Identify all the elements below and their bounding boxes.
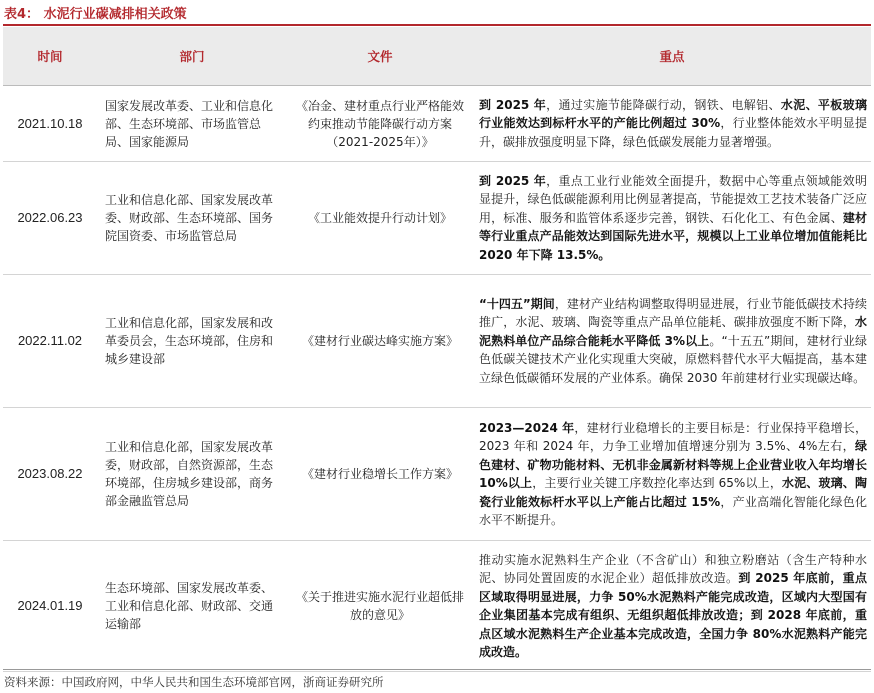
table-row [3, 86, 871, 162]
row-doc: 《冶金、建材重点行业严格能效约束推动节能降碳行动方案（2021-2025年）》 [287, 86, 473, 162]
key-text: ，建材产业结构调整取得明显进展，行业节能低碳技术持续推广，水泥、玻璃、陶瓷等重点产品单位能耗、碳排放强度不断下降， [479, 296, 867, 330]
row-date: 2023.08.22 [3, 408, 97, 541]
key-text: ，通过实施节能降碳行动，钢铁、电解铝、 [546, 97, 781, 112]
row-dept: 工业和信息化部，国家发展和改革委员会，生态环境部，住房和城乡建设部 [97, 275, 287, 408]
key-emphasis-text: 水泥熟料单位产品综合能耗水平降低 3%以上 [479, 315, 867, 348]
header-dept: 部门 [97, 27, 287, 86]
row-key [473, 86, 871, 162]
bottom-rule [3, 669, 871, 670]
source-note: 资料来源：中国政府网，中华人民共和国生态环境部官网，浙商证券研究所 [4, 675, 384, 689]
row-key [473, 275, 871, 408]
table-row [3, 162, 871, 275]
header-doc: 文件 [287, 27, 473, 86]
row-date: 2022.06.23 [3, 162, 97, 275]
row-key [473, 162, 871, 275]
row-doc: 《关于推进实施水泥行业超低排放的意见》 [287, 541, 473, 672]
key-emphasis-text: 到 2025 年 [479, 97, 547, 112]
key-text: 推动实施水泥熟料生产企业（不含矿山）和独立粉磨站（含生产特种水泥、协同处置固废的水泥企业）超低排放改造。 [479, 552, 867, 585]
key-text: ，建材行业稳增长的主要目标是：行业保持平稳增长，2023 年和 2024 年，力争工业增加值增速分别为 3.5%、4%左右， [479, 420, 867, 453]
table-title: 表4： 水泥行业碳减排相关政策 [4, 7, 187, 22]
row-date: 2021.10.18 [3, 86, 97, 162]
key-emphasis-text: 绿色建材、矿物功能材料、无机非金属新材料等规上企业营业收入年均增长 10%以上 [479, 439, 867, 490]
row-date: 2024.01.19 [3, 541, 97, 672]
row-key [473, 408, 871, 541]
row-date: 2022.11.02 [3, 275, 97, 408]
table-row [3, 408, 871, 541]
row-dept: 工业和信息化部，国家发展改革委，财政部，自然资源部，生态环境部，住房城乡建设部，商务部金融监管总局 [97, 408, 287, 541]
table-row [3, 541, 871, 672]
row-doc: 《建材行业稳增长工作方案》 [287, 408, 473, 541]
policy-table [3, 27, 871, 672]
key-text: ，主要行业关键工序数控化率达到 65%以上， [532, 476, 782, 490]
row-dept: 工业和信息化部、国家发展改革委、财政部、生态环境部、国务院国资委、市场监管总局 [97, 162, 287, 275]
row-doc: 《工业能效提升行动计划》 [287, 162, 473, 275]
header-row [3, 27, 871, 86]
key-emphasis-text: 建材等行业重点产品能效达到国际先进水平，规模以上工业单位增加值能耗比 2020 年下降 13.5%。 [479, 210, 867, 262]
key-text: ，产业高端化智能化绿色化水平不断提升。 [479, 494, 867, 527]
row-dept: 生态环境部、国家发展改革委、工业和信息化部、财政部、交通运输部 [97, 541, 287, 672]
key-text: ，重点工业行业能效全面提升，数据中心等重点领域能效明显提升，绿色低碳能源利用比例显著提高，节能提效工艺技术装备广泛应用，标准、服务和监管体系逐步完善，钢铁、石化化工、有色金属、 [479, 173, 867, 225]
title-rule [3, 24, 871, 26]
header-key: 重点 [473, 27, 871, 86]
key-text: 。“十五五”期间，建材行业绿色低碳关键技术产业化实现重大突破，原燃料替代水平大幅提高，基本建立绿色低碳循环发展的产业体系。确保 2030 年前建材行业实现碳达峰。 [479, 333, 867, 385]
key-emphasis-text: 水泥、平板玻璃行业能效达到标杆水平的产能比例超过 30% [479, 97, 867, 131]
row-key [473, 541, 871, 672]
row-doc: 《建材行业碳达峰实施方案》 [287, 275, 473, 408]
table-row [3, 275, 871, 408]
key-text: ，行业整体能效水平明显提升，碳排放强度明显下降，绿色低碳发展能力显著增强。 [479, 116, 867, 149]
key-emphasis-text: 水泥、玻璃、陶瓷行业能效标杆水平以上产能占比超过 15% [479, 476, 867, 509]
header-time: 时间 [3, 27, 97, 86]
key-emphasis-text: 到 2025 年底前，重点区域取得明显进展，力争 50%水泥熟料产能完成改造，区域内大型国有企业集团基本完成有组织、无组织超低排放改造；到 2028 年底前，重点区域水泥熟料生产企业基本完成改造，全国力争 80%水泥熟料产能完成改造。 [479, 571, 867, 659]
key-emphasis-text: 2023—2024 年 [479, 420, 575, 435]
key-emphasis-text: 到 2025 年 [479, 173, 547, 188]
row-dept: 国家发展改革委、工业和信息化部、生态环境部、市场监管总局、国家能源局 [97, 86, 287, 162]
key-emphasis-text: “十四五”期间 [479, 296, 555, 311]
